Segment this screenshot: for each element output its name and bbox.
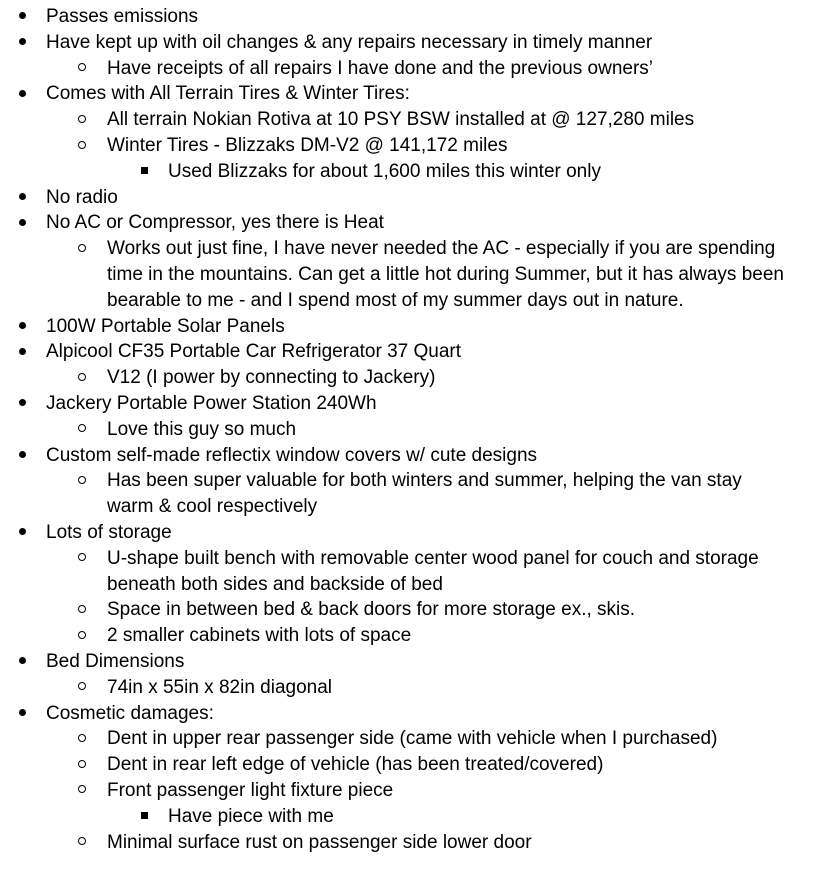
- list-item-text: Alpicool CF35 Portable Car Refrigerator 37 Quart: [46, 341, 462, 363]
- bullet-circle-icon: [72, 675, 92, 701]
- list-item-level-1: [0, 649, 838, 675]
- bullet-square-icon: [134, 804, 154, 830]
- list-item-level-3: [0, 159, 838, 185]
- list-item-level-1: [0, 81, 838, 107]
- list-item-text: Works out just fine, I have never needed the AC - especially if you are spending time in the mountains. Can get a little hot during Summer, but it has always been bearable to me - and I spend most of my summer days out in nature.: [107, 238, 784, 311]
- bullet-circle-icon: [72, 56, 92, 82]
- list-item-text: Passes emissions: [46, 6, 199, 27]
- bullet-square-icon: [134, 159, 154, 185]
- list-item-level-2: [0, 623, 838, 649]
- bullet-circle-icon: [72, 417, 92, 443]
- bullet-list: [0, 4, 838, 855]
- list-item-level-1: [0, 443, 838, 469]
- bullet-dot-icon: [12, 649, 32, 675]
- list-item-text: All terrain Nokian Rotiva at 10 PSY BSW installed at @ 127,280 miles: [107, 109, 695, 131]
- bullet-circle-icon: [72, 365, 92, 391]
- list-item-level-2: [0, 752, 838, 778]
- list-item-level-2: [0, 468, 838, 520]
- list-item-text: Front passenger light fixture piece: [107, 779, 394, 801]
- list-item-text: Cosmetic damages:: [46, 702, 214, 724]
- bullet-dot-icon: [12, 701, 32, 727]
- list-item-level-1: [0, 339, 838, 365]
- bullet-circle-icon: [72, 468, 92, 494]
- list-item-text: Dent in rear left edge of vehicle (has been treated/covered): [107, 754, 604, 776]
- bullet-dot-icon: [12, 185, 32, 211]
- list-item-text: Lots of storage: [46, 521, 172, 543]
- list-item-level-2: [0, 830, 838, 856]
- bullet-circle-icon: [72, 752, 92, 778]
- list-item-level-1: [0, 391, 838, 417]
- list-item-text: V12 (I power by connecting to Jackery): [107, 367, 436, 389]
- list-item-level-2: [0, 726, 838, 752]
- bullet-dot-icon: [12, 339, 32, 365]
- list-item-level-2: [0, 417, 838, 443]
- list-item-level-1: [0, 185, 838, 211]
- bullet-circle-icon: [72, 726, 92, 752]
- list-item-level-1: [0, 701, 838, 727]
- list-item-text: Winter Tires - Blizzaks DM-V2 @ 141,172 miles: [107, 134, 508, 156]
- bullet-dot-icon: [12, 4, 32, 30]
- bullet-dot-icon: [12, 210, 32, 236]
- list-item-text: No AC or Compressor, yes there is Heat: [46, 212, 384, 234]
- list-item-level-1: [0, 520, 838, 546]
- bullet-circle-icon: [72, 830, 92, 856]
- bullet-dot-icon: [12, 30, 32, 56]
- list-item-text: Has been super valuable for both winters and summer, helping the van stay warm & cool respectively: [107, 470, 742, 518]
- bullet-dot-icon: [12, 81, 32, 107]
- bullet-circle-icon: [72, 546, 92, 572]
- bullet-circle-icon: [72, 133, 92, 159]
- list-item-level-2: [0, 236, 838, 313]
- list-item-level-2: [0, 365, 838, 391]
- list-item-level-2: [0, 133, 838, 159]
- list-item-level-2: [0, 56, 838, 82]
- list-item-text: Comes with All Terrain Tires & Winter Tires:: [46, 83, 410, 105]
- list-item-text: Have kept up with oil changes & any repairs necessary in timely manner: [46, 31, 653, 53]
- list-item-level-1: [0, 4, 838, 30]
- list-item-text: No radio: [46, 186, 118, 208]
- list-item-text: 100W Portable Solar Panels: [46, 315, 285, 337]
- list-item-level-2: [0, 107, 838, 133]
- list-item-text: Have receipts of all repairs I have done and the previous owners’: [107, 57, 654, 79]
- list-item-level-2: [0, 778, 838, 804]
- list-item-text: Love this guy so much: [107, 418, 297, 440]
- bullet-circle-icon: [72, 107, 92, 133]
- list-item-text: 74in x 55in x 82in diagonal: [107, 676, 333, 698]
- bullet-dot-icon: [12, 520, 32, 546]
- list-item-level-2: [0, 675, 838, 701]
- list-item-level-3: [0, 804, 838, 830]
- list-item-level-1: [0, 210, 838, 236]
- list-item-text: Custom self-made reflectix window covers w/ cute designs: [46, 444, 538, 466]
- list-item-level-2: [0, 546, 838, 598]
- list-item-text: U-shape built bench with removable center wood panel for couch and storage beneath both sides and backside of bed: [107, 547, 759, 595]
- list-item-level-1: [0, 314, 838, 340]
- bullet-dot-icon: [12, 391, 32, 417]
- list-item-text: Space in between bed & back doors for more storage ex., skis.: [107, 599, 636, 621]
- list-item-text: 2 smaller cabinets with lots of space: [107, 625, 412, 647]
- bullet-circle-icon: [72, 778, 92, 804]
- bullet-circle-icon: [72, 597, 92, 623]
- bullet-dot-icon: [12, 443, 32, 469]
- list-item-level-1: [0, 30, 838, 56]
- list-item-text: Bed Dimensions: [46, 650, 185, 672]
- list-item-text: Dent in upper rear passenger side (came with vehicle when I purchased): [107, 728, 718, 750]
- list-item-text: Have piece with me: [168, 805, 334, 827]
- bullet-circle-icon: [72, 623, 92, 649]
- list-item-text: Jackery Portable Power Station 240Wh: [46, 392, 377, 414]
- list-item-level-2: [0, 597, 838, 623]
- list-item-text: Used Blizzaks for about 1,600 miles this winter only: [168, 160, 601, 182]
- bullet-dot-icon: [12, 314, 32, 340]
- bullet-circle-icon: [72, 236, 92, 262]
- list-item-text: Minimal surface rust on passenger side lower door: [107, 831, 532, 853]
